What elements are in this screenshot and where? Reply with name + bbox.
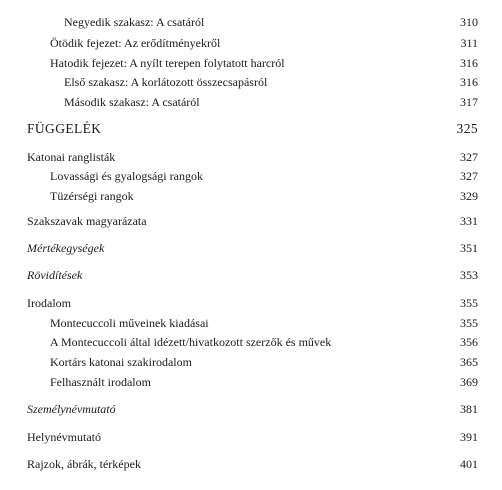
toc-entry xyxy=(64,95,478,109)
toc-entry-page: 317 xyxy=(460,95,478,109)
toc-entry-title: Kortárs katonai szakirodalom xyxy=(50,355,192,369)
toc-entry xyxy=(27,268,478,282)
toc-entry-title: Hatodik fejezet: A nyílt terepen folytatott harcról xyxy=(50,56,285,70)
toc-entry-page: 355 xyxy=(460,296,478,310)
toc-entry-title: Montecuccoli műveinek kiadásai xyxy=(50,316,209,330)
toc-entry xyxy=(27,150,478,164)
toc-entry-page: 325 xyxy=(456,121,478,136)
toc-entry-page: 365 xyxy=(460,355,478,369)
toc-entry xyxy=(64,15,478,29)
toc-entry-title: A Montecuccoli által idézett/hivatkozott szerzők és művek xyxy=(50,335,332,349)
toc-entry-title: Felhasznált irodalom xyxy=(50,375,151,389)
toc-entry-page: 356 xyxy=(460,335,478,349)
toc-entry-title: Mértékegységek xyxy=(27,241,105,255)
toc-entry-page: 331 xyxy=(460,214,478,228)
toc-entry-page: 327 xyxy=(460,150,478,164)
toc-entry xyxy=(64,75,478,89)
toc-entry-title: Második szakasz: A csatáról xyxy=(64,95,200,109)
toc-entry-title: Ötödik fejezet: Az erődítményekről xyxy=(50,36,221,50)
toc-entry xyxy=(27,402,478,416)
toc-entry-title: Negyedik szakasz: A csatáról xyxy=(64,15,205,29)
toc-entry-title: Helynévmutató xyxy=(27,430,101,444)
toc-entry xyxy=(50,355,478,369)
toc-entry-title: Irodalom xyxy=(27,296,71,310)
toc-entry-page: 355 xyxy=(460,316,478,330)
toc-entry-title: Katonai ranglisták xyxy=(27,150,116,164)
toc-entry-page: 329 xyxy=(460,189,478,203)
toc-entry xyxy=(50,375,478,389)
toc-entry-page: 327 xyxy=(460,169,478,183)
toc-entry-page: 311 xyxy=(460,36,478,50)
toc-entry xyxy=(50,169,478,183)
toc-entry xyxy=(27,214,478,228)
toc-entry-title: Rajzok, ábrák, térképek xyxy=(27,457,141,471)
toc-entry-page: 316 xyxy=(460,75,478,89)
toc-entry xyxy=(50,56,478,70)
toc-entry xyxy=(27,430,478,444)
toc-entry-page: 381 xyxy=(460,402,478,416)
toc-entry-page: 353 xyxy=(460,268,478,282)
toc-section-heading xyxy=(27,122,478,136)
toc-entry-page: 310 xyxy=(460,15,478,29)
toc-entry-title: Lovassági és gyalogsági rangok xyxy=(50,169,203,183)
toc-entry-title: FÜGGELÉK xyxy=(27,121,102,136)
toc-entry xyxy=(50,189,478,203)
toc-entry xyxy=(50,316,478,330)
toc-entry-title: Tüzérségi rangok xyxy=(50,189,134,203)
toc-entry-title: Személynévmutató xyxy=(27,402,116,416)
toc-entry-page: 401 xyxy=(460,457,478,471)
toc-entry-page: 316 xyxy=(460,56,478,70)
toc-entry xyxy=(50,36,478,50)
toc-entry xyxy=(27,457,478,471)
toc-entry xyxy=(50,335,478,349)
toc-entry-page: 369 xyxy=(460,375,478,389)
toc-entry-title: Első szakasz: A korlátozott összecsapásról xyxy=(64,75,268,89)
toc-entry xyxy=(27,241,478,255)
toc-entry-page: 391 xyxy=(460,430,478,444)
toc-entry xyxy=(27,296,478,310)
toc-entry-title: Szakszavak magyarázata xyxy=(27,214,147,228)
toc-entry-title: Rövidítések xyxy=(27,268,83,282)
toc-entry-page: 351 xyxy=(460,241,478,255)
